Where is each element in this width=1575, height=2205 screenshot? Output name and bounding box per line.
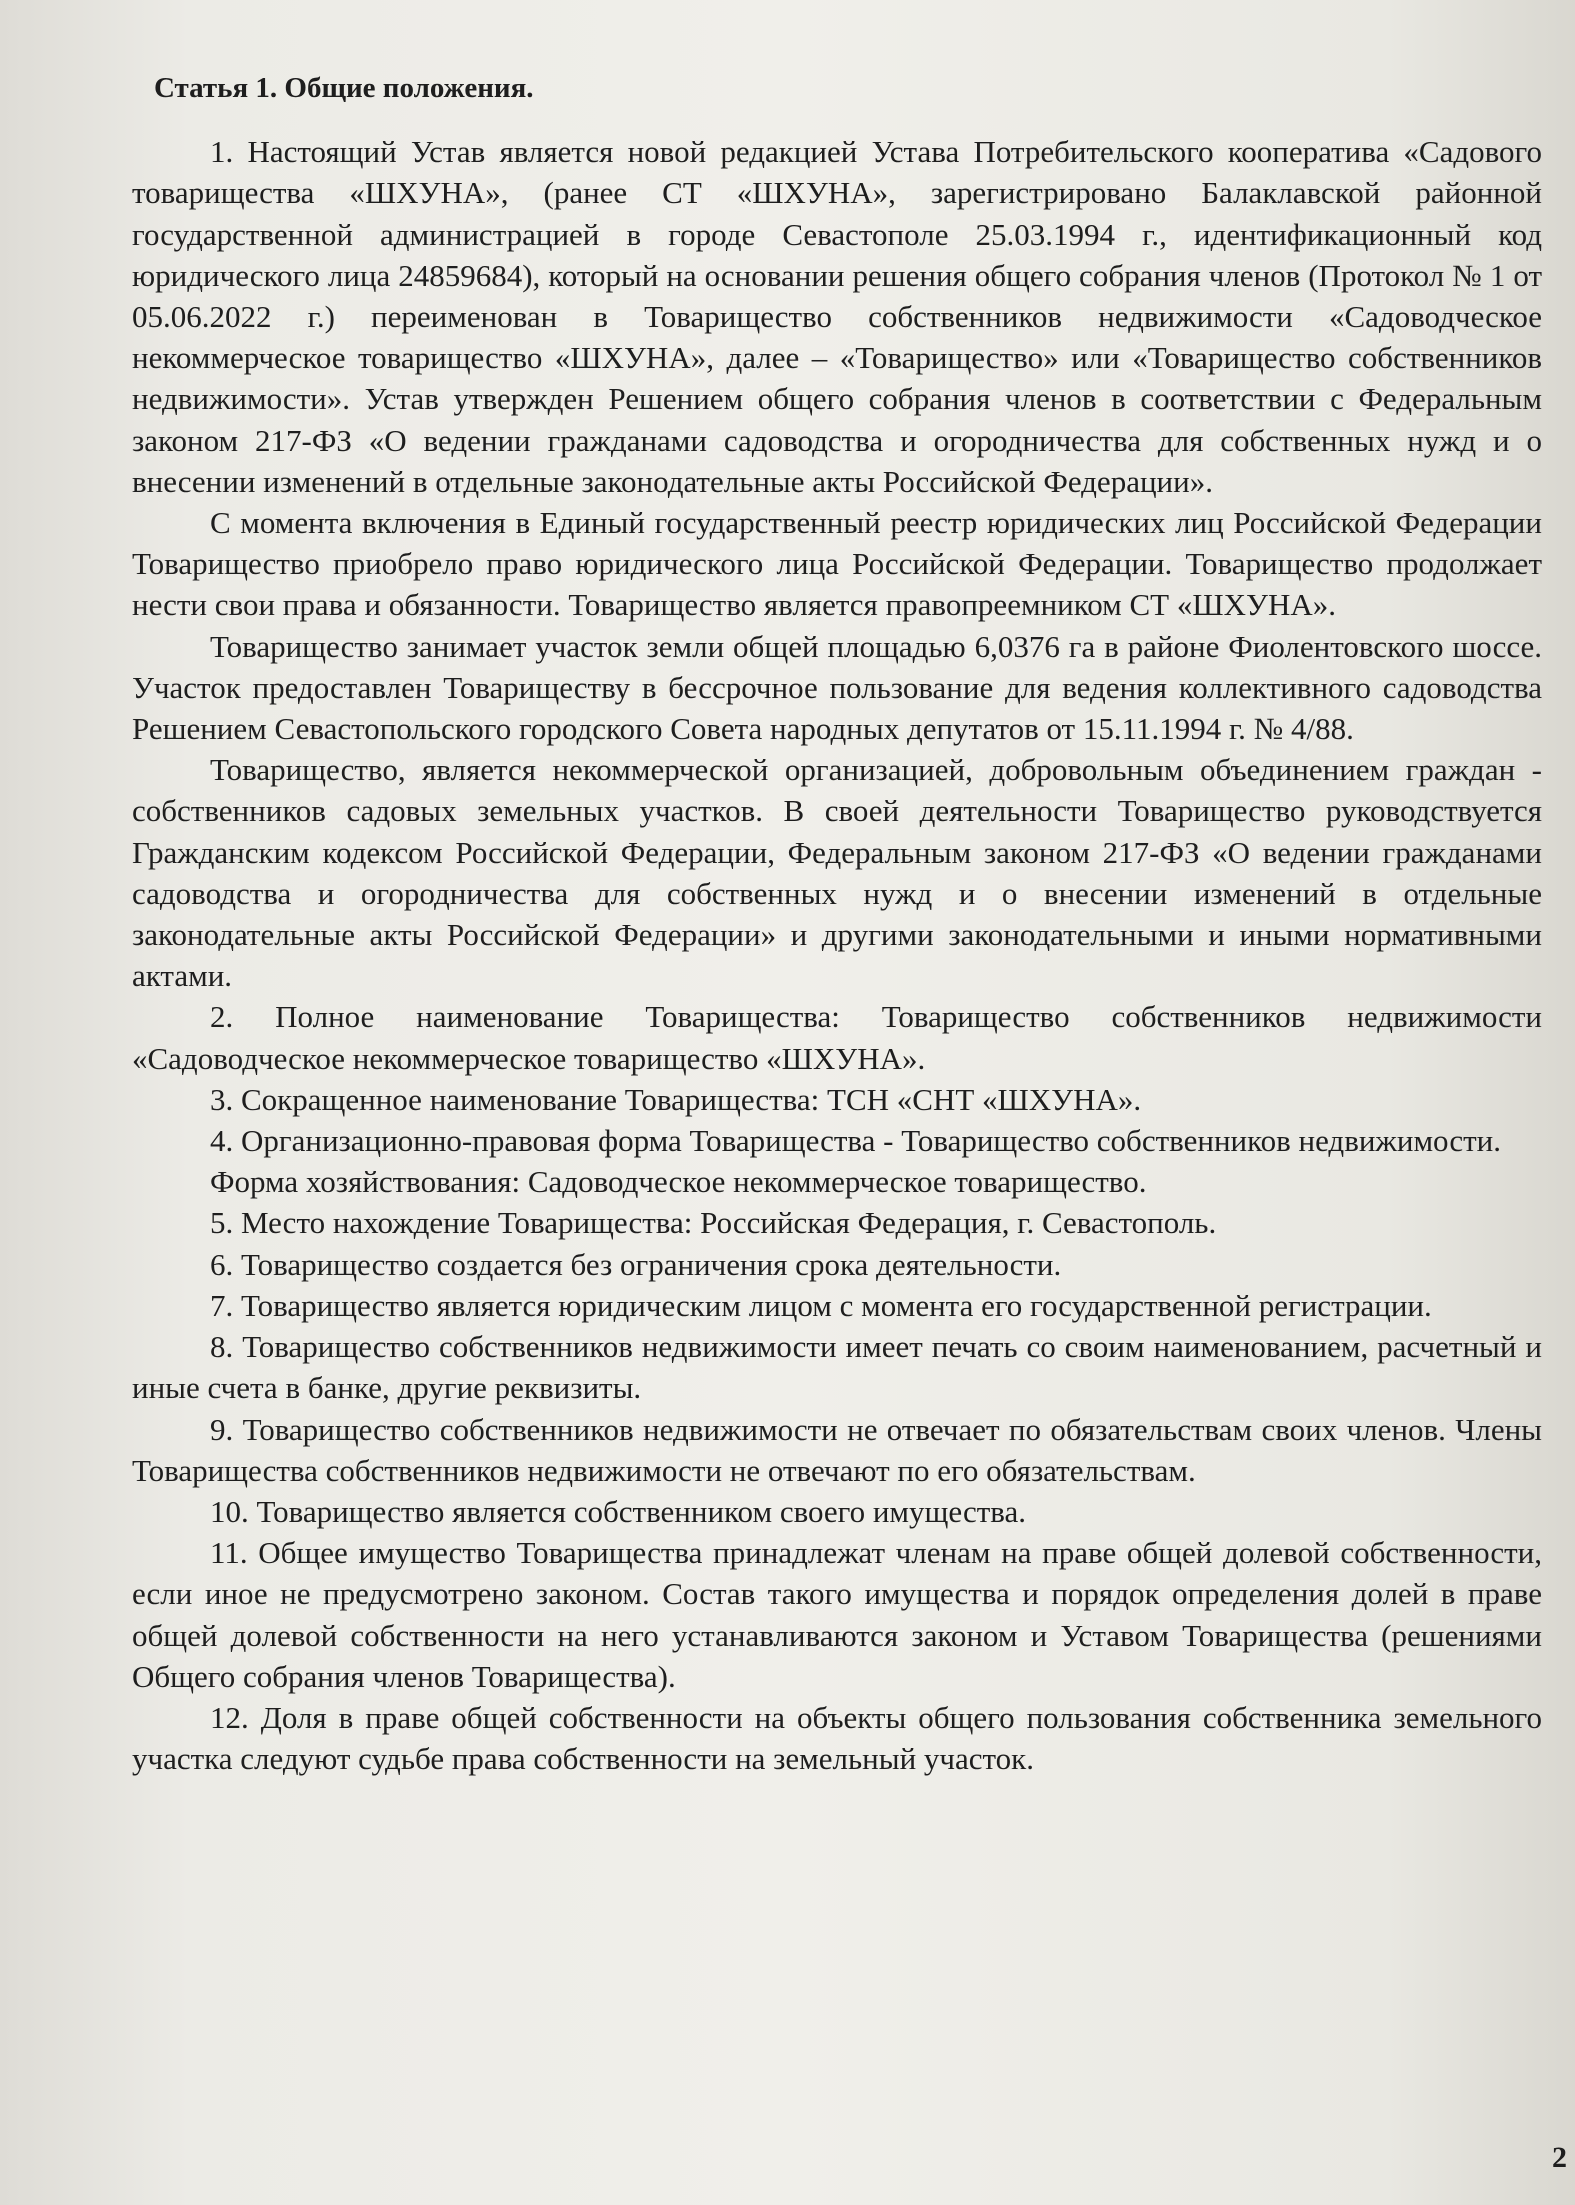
paragraph-4: Товарищество, является некоммерческой организацией, добровольным объединением граждан - собственников садовых земельных участков. В своей деятельности Товарищество руководствуется Гражданским кодексом Российской Федерации, Федеральным законом 217-ФЗ «О ведении гражданами садоводства и огородничества для собственных нужд и о внесении изменений в отдельные законодательные акты Российской Федерации» и другими законодательными и иными нормативными актами. [132, 752, 1542, 994]
paragraph-12: 8. Товарищество собственников недвижимости имеет печать со своим наименованием, расчетный и иные счета в банке, другие реквизиты. [132, 1329, 1542, 1406]
paragraph-2: С момента включения в Единый государственный реестр юридических лиц Российской Федерации Товарищество приобрело право юридического лица Российской Федерации. Товарищество продолжает нести свои права и обязанности. Товарищество является правопреемником СТ «ШХУНА». [132, 505, 1542, 623]
paragraph-6: 3. Сокращенное наименование Товарищества: ТСН «СНТ «ШХУНА». [210, 1081, 1142, 1117]
paragraph-11: 7. Товарищество является юридическим лицом с момента его государственной регистрации. [210, 1287, 1432, 1323]
paragraph-7: 4. Организационно-правовая форма Товарищества - Товарищество собственников недвижимости. [210, 1123, 1501, 1159]
paragraph-16: 12. Доля в праве общей собственности на объекты общего пользования собственника земельного участка следуют судьбе права собственности на земельный участок. [132, 1699, 1542, 1777]
paragraph-1: 1. Настоящий Устав является новой редакцией Устава Потребительского кооператива «Садового товарищества «ШХУНА», (ранее СТ «ШХУНА», зарегистрировано Балаклавской районной государственной администрацией в городе Севастополе 25.03.1994 г., идентификационный код юридического лица 24859684), который на основании решения общего собрания членов (Протокол № 1 от 05.06.2022 г.) переименован в Товарищество собственников недвижимости «Садоводческое некоммерческое товарищество «ШХУНА», далее – «Товарищество» или «Товарищество собственников недвижимости». Устав утвержден Решением общего собрания членов в соответствии с Федеральным законом 217-ФЗ «О ведении гражданами садоводства и огородничества для собственных нужд и о внесении изменений в отдельные законодательные акты Российской Федерации». [132, 134, 1542, 499]
paragraph-14: 10. Товарищество является собственником своего имущества. [210, 1493, 1026, 1529]
page-number: 2 [1552, 2141, 1567, 2174]
paragraph-15: 11. Общее имущество Товарищества принадлежат членам на праве общей долевой собственности, если иное не предусмотрено законом. Состав такого имущества и порядок определения долей в праве общей долевой собственности на него устанавливаются законом и Уставом Товарищества (решениями Общего собрания членов Товарищества). [132, 1535, 1542, 1694]
article-heading: Статья 1. Общие положения. [154, 72, 534, 104]
paragraph-10: 6. Товарищество создается без ограничения срока деятельности. [210, 1246, 1062, 1282]
paragraph-5: 2. Полное наименование Товарищества: Товарищество собственников недвижимости «Садоводческое некоммерческое товарищество «ШХУНА». [132, 999, 1542, 1076]
paragraph-13: 9. Товарищество собственников недвижимости не отвечает по обязательствам своих членов. Члены Товарищества собственников недвижимости не отвечают по его обязательствам. [132, 1411, 1542, 1488]
paragraph-8: Форма хозяйствования: Садоводческое некоммерческое товарищество. [210, 1164, 1147, 1200]
document-body [132, 68, 1542, 1779]
paragraph-9: 5. Место нахождение Товарищества: Российская Федерация, г. Севастополь. [210, 1205, 1217, 1241]
paragraph-3: Товарищество занимает участок земли общей площадью 6,0376 га в районе Фиолентовского шоссе. Участок предоставлен Товариществу в бессрочное пользование для ведения коллективного садоводства Решением Севастопольского городского Совета народных депутатов от 15.11.1994 г. № 4/88. [132, 628, 1542, 747]
